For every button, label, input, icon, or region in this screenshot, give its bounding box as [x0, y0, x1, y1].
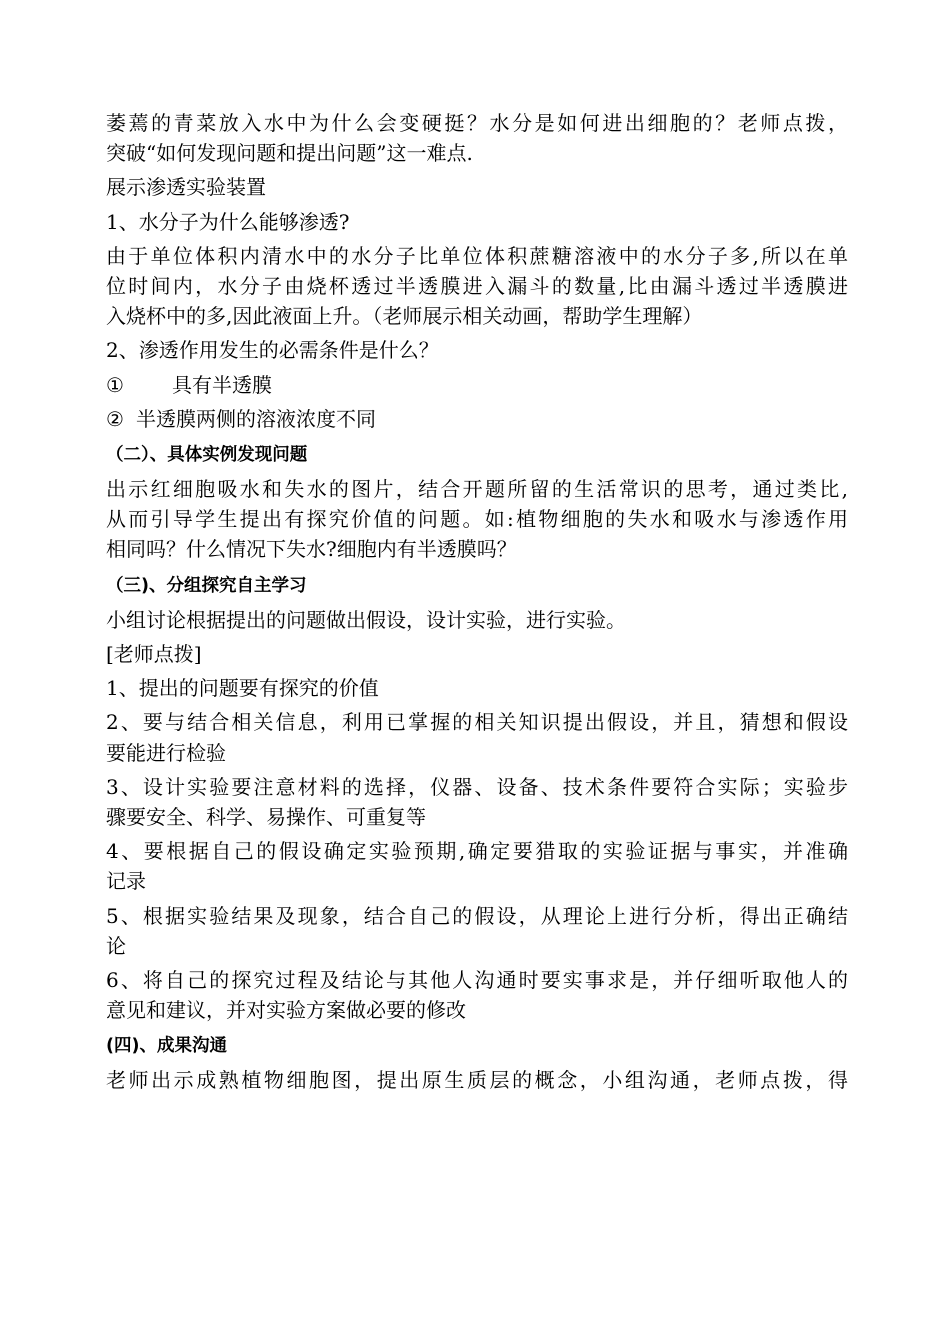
tip-point: 4、要根据自己的假设确定实验预期,确定要猎取的实验证据与事实，并准确 [106, 839, 848, 864]
paragraph-line: 位时间内，水分子由烧杯透过半透膜进入漏斗的数量,比由漏斗透过半透膜进 [106, 273, 848, 298]
condition-marker: ② [106, 406, 124, 431]
condition-item [106, 404, 848, 434]
tip-point: 3、设计实验要注意材料的选择，仪器、设备、技术条件要符合实际；实验步 [106, 774, 848, 799]
tip-point-continued: 意见和建议，并对实验方案做必要的修改 [106, 998, 466, 1023]
paragraph-line: 突破“如何发现问题和提出问题”这一难点. [106, 141, 473, 166]
tip-point: 6、将自己的探究过程及结论与其他人沟通时要实事求是，并仔细听取他人的 [106, 967, 848, 992]
paragraph-line: 从而引导学生提出有探究价值的问题。如:植物细胞的失水和吸水与渗透作用 [106, 507, 848, 532]
condition-text: 具有半透膜 [172, 372, 272, 397]
section-heading: （三)、分组探究自主学习 [106, 575, 307, 596]
tip-point: 1、提出的问题要有探究的价值 [106, 676, 379, 701]
tip-point: 2、要与结合相关信息，利用已掌握的相关知识提出假设，并且，猜想和假设 [106, 710, 848, 735]
document-page [106, 108, 848, 1096]
condition-text: 半透膜两侧的溶液浓度不同 [136, 406, 376, 431]
condition-marker: ① [106, 372, 124, 397]
paragraph-line: 相同吗？什么情况下失水?细胞内有半透膜吗？ [106, 537, 517, 562]
tip-point-continued: 论 [106, 933, 126, 958]
tip-point-continued: 要能进行检验 [106, 740, 226, 765]
tip-point-continued: 骤要安全、科学、易操作、可重复等 [106, 804, 426, 829]
tip-point: 5、根据实验结果及现象，结合自己的假设，从理论上进行分析，得出正确结 [106, 903, 848, 928]
paragraph-line: 由于单位体积内清水中的水分子比单位体积蔗糖溶液中的水分子多,所以在单 [106, 243, 848, 268]
question-line: 2、渗透作用发生的必需条件是什么？ [106, 338, 439, 363]
section-heading: (四)、成果沟通 [106, 1036, 227, 1057]
condition-item [106, 370, 848, 400]
paragraph-line: 出示红细胞吸水和失水的图片，结合开题所留的生活常识的思考，通过类比, [106, 477, 848, 502]
paragraph-line: 老师出示成熟植物细胞图，提出原生质层的概念，小组沟通，老师点拨，得 [106, 1068, 848, 1093]
paragraph-line: 萎蔫的青菜放入水中为什么会变硬挺？水分是如何进出细胞的？老师点拨， [106, 111, 848, 135]
question-line: 1、水分子为什么能够渗透? [106, 209, 350, 234]
paragraph-line: 小组讨论根据提出的问题做出假设，设计实验，进行实验。 [106, 607, 626, 632]
tip-point-continued: 记录 [106, 869, 146, 894]
section-heading: （二）、具体实例发现问题 [106, 444, 308, 465]
paragraph-line: 展示渗透实验装置 [106, 175, 266, 200]
paragraph-line: 入烧杯中的多,因此液面上升。（老师展示相关动画，帮助学生理解） [106, 304, 703, 329]
tip-label: [老师点拨] [106, 642, 202, 666]
